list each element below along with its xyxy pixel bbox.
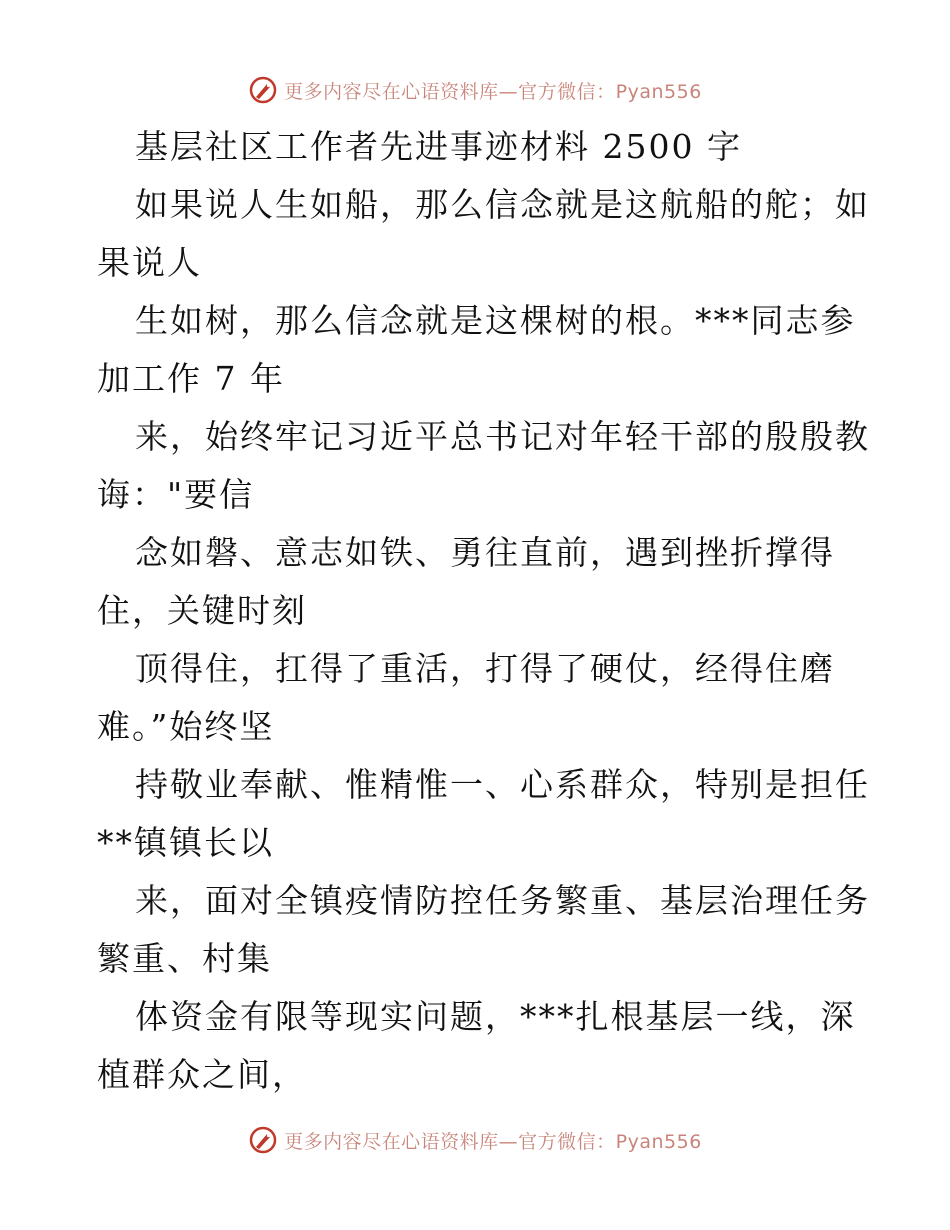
text-line: 难。”始终坚 (97, 707, 275, 746)
text-line: 生如树，那么信念就是这棵树的根。***同志参 (135, 301, 856, 340)
pen-nib-logo-icon (248, 1125, 278, 1155)
pen-nib-logo-icon (248, 75, 278, 105)
watermark-text: 更多内容尽在心语资料库—官方微信：Pyan556 (284, 1130, 702, 1153)
text-line: 持敬业奉献、惟精惟一、心系群众，特别是担任 (135, 765, 870, 804)
text-line: 来，面对全镇疫情防控任务繁重、基层治理任务 (135, 881, 870, 920)
text-line: 如果说人生如船，那么信念就是这航船的舵；如 (135, 185, 870, 224)
text-line: 植群众之间， (97, 1055, 307, 1094)
text-line: 诲："要信 (97, 475, 255, 514)
footer-watermark (0, 1120, 950, 1160)
text-line: 果说人 (97, 243, 202, 282)
text-line: 顶得住，扛得了重活，打得了硬仗，经得住磨 (135, 649, 835, 688)
text-line: 来，始终牢记习近平总书记对年轻干部的殷殷教 (135, 417, 870, 456)
text-line: 念如磐、意志如铁、勇往直前，遇到挫折撑得 (135, 533, 835, 572)
text-line: 加工作 7 年 (97, 359, 285, 398)
text-line: 繁重、村集 (97, 939, 272, 978)
text-line: 体资金有限等现实问题，***扎根基层一线，深 (135, 997, 856, 1036)
text-line: **镇镇长以 (97, 823, 274, 862)
text-line: 住，关键时刻 (97, 591, 307, 630)
header-watermark (0, 70, 950, 110)
watermark-text: 更多内容尽在心语资料库—官方微信：Pyan556 (284, 80, 702, 103)
text-line: 基层社区工作者先进事迹材料 2500 字 (135, 127, 742, 166)
document-body (97, 118, 870, 1104)
